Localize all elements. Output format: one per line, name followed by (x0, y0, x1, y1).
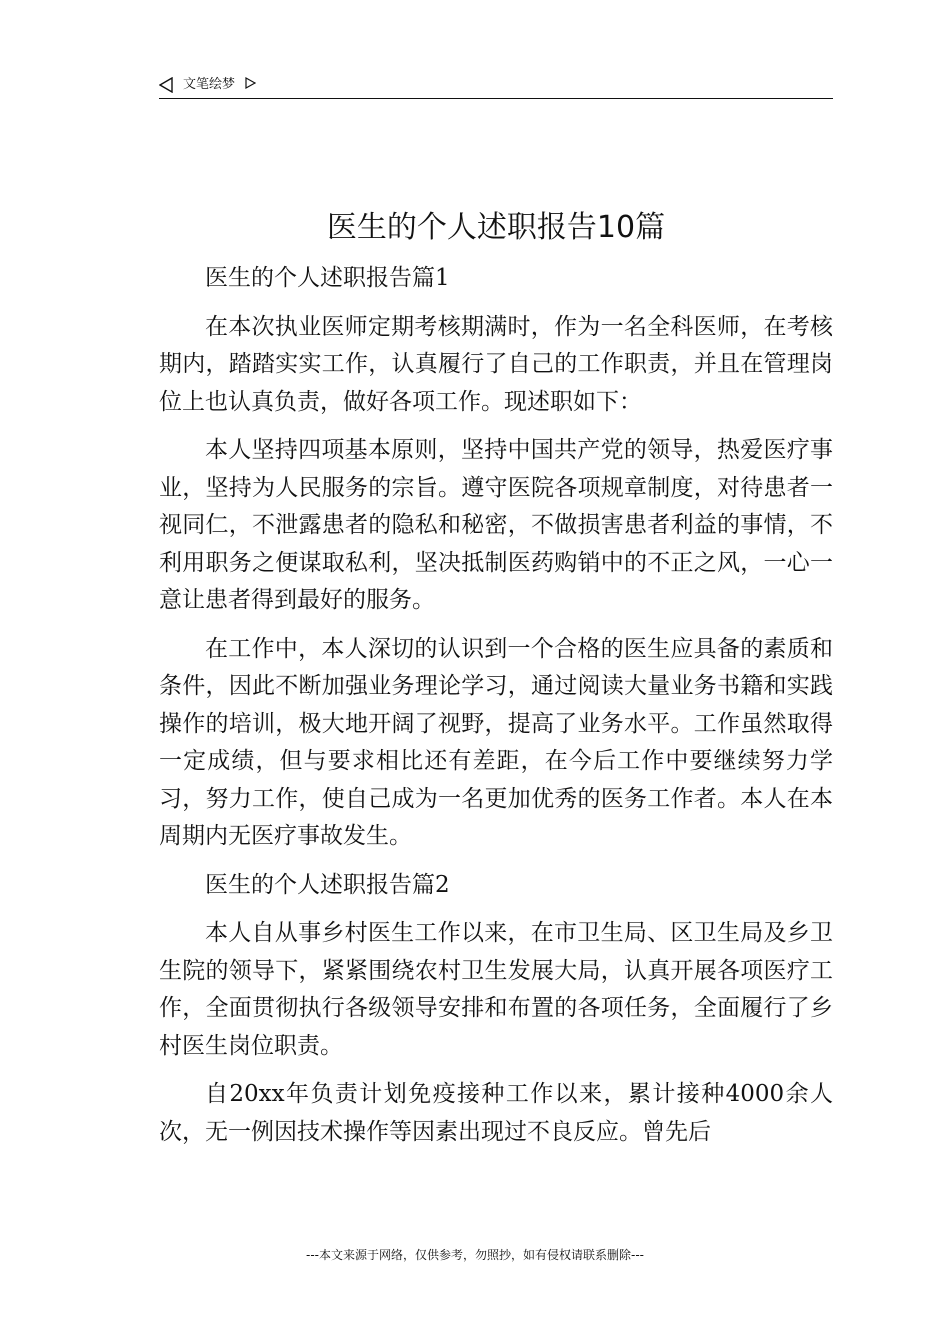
paragraph: 自20xx年负责计划免疫接种工作以来，累计接种4000余人次，无一例因技术操作等因素出现过不良反应。曾先后 (159, 1081, 833, 1145)
document-title: 医生的个人述职报告10篇 (326, 210, 666, 245)
document-body (159, 260, 833, 1162)
triangle-right-icon (245, 77, 256, 89)
page-header (159, 74, 833, 99)
paragraph: 本人自从事乡村医生工作以来，在市卫生局、区卫生局及乡卫生院的领导下，紧紧围绕农村卫生发展大局，认真开展各项医疗工作，全面贯彻执行各级领导安排和布置的各项任务，全面履行了乡村医生岗位职责。 (159, 920, 833, 1059)
section-heading-1: 医生的个人述职报告篇1 (205, 265, 450, 291)
section-heading-2: 医生的个人述职报告篇2 (205, 871, 450, 898)
footer-notice: ---本文来源于网络，仅供参考，勿照抄，如有侵权请联系删除--- (306, 1248, 644, 1262)
paragraph: 在工作中，本人深切的认识到一个合格的医生应具备的素质和条件，因此不断加强业务理论学习，通过阅读大量业务书籍和实践操作的培训，极大地开阔了视野，提高了业务水平。工作虽然取得一定成绩，但与要求相比还有差距，在今后工作中要继续努力学习，努力工作，使自己成为一名更加优秀的医务工作者。本人在本周期内无医疗事故发生。 (159, 635, 833, 849)
triangle-left-icon (159, 77, 173, 93)
paragraph: 本人坚持四项基本原则，坚持中国共产党的领导，热爱医疗事业，坚持为人民服务的宗旨。遵守医院各项规章制度，对待患者一视同仁，不泄露患者的隐私和秘密，不做损害患者利益的事情，不利用职务之便谋取私利，坚决抵制医药购销中的不正之风，一心一意让患者得到最好的服务。 (159, 437, 833, 613)
paragraph: 在本次执业医师定期考核期满时，作为一名全科医师，在考核期内，踏踏实实工作，认真履行了自己的工作职责，并且在管理岗位上也认真负责，做好各项工作。现述职如下： (159, 313, 833, 415)
header-brand: 文笔绘梦 (183, 77, 236, 92)
